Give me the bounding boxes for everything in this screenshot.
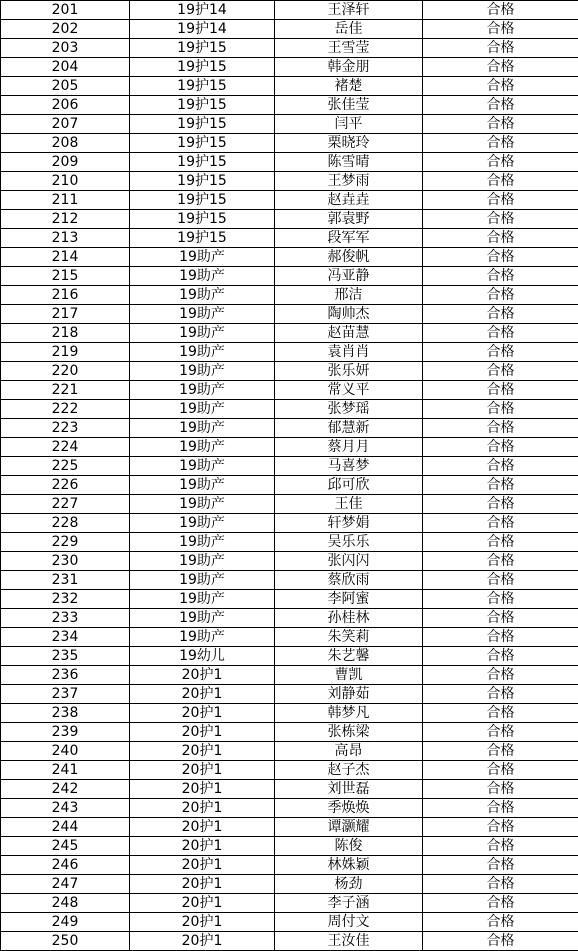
class-cell: 20护1 [130,894,275,913]
result-cell: 合格 [423,761,578,780]
result-cell: 合格 [423,913,578,932]
student-name-cell: 李阿蜜 [275,590,423,609]
result-cell: 合格 [423,609,578,628]
table-row [1,514,578,533]
table-row [1,286,578,305]
table-row [1,229,578,248]
student-name-cell: 蔡欣雨 [275,571,423,590]
result-cell: 合格 [423,438,578,457]
row-number-cell: 239 [1,723,130,742]
result-cell: 合格 [423,780,578,799]
student-name-cell: 陈俊 [275,837,423,856]
class-cell: 19助产 [130,343,275,362]
class-cell: 19助产 [130,305,275,324]
class-cell: 19助产 [130,286,275,305]
row-number-cell: 244 [1,818,130,837]
table-row [1,381,578,400]
result-cell: 合格 [423,39,578,58]
student-name-cell: 周付文 [275,913,423,932]
result-cell: 合格 [423,58,578,77]
result-cell: 合格 [423,134,578,153]
class-cell: 19护15 [130,191,275,210]
row-number-cell: 214 [1,248,130,267]
table-row [1,913,578,932]
student-name-cell: 林姝颖 [275,856,423,875]
row-number-cell: 235 [1,647,130,666]
result-cell: 合格 [423,818,578,837]
table-row [1,780,578,799]
result-cell: 合格 [423,324,578,343]
student-name-cell: 郁慧新 [275,419,423,438]
table-row [1,476,578,495]
result-cell: 合格 [423,1,578,20]
result-cell: 合格 [423,362,578,381]
row-number-cell: 240 [1,742,130,761]
table-row [1,761,578,780]
class-cell: 19助产 [130,400,275,419]
table-row [1,77,578,96]
student-name-cell: 季焕焕 [275,799,423,818]
student-name-cell: 陈雪晴 [275,153,423,172]
result-cell: 合格 [423,96,578,115]
student-name-cell: 谭灏耀 [275,818,423,837]
student-name-cell: 吴乐乐 [275,533,423,552]
table-row [1,799,578,818]
result-cell: 合格 [423,20,578,39]
class-cell: 19助产 [130,514,275,533]
result-cell: 合格 [423,856,578,875]
class-cell: 20护1 [130,799,275,818]
table-row [1,20,578,39]
class-cell: 19助产 [130,552,275,571]
student-name-cell: 张乐妍 [275,362,423,381]
class-cell: 19助产 [130,248,275,267]
table-row [1,400,578,419]
student-name-cell: 张栋梁 [275,723,423,742]
class-cell: 19助产 [130,590,275,609]
table-row [1,134,578,153]
table-row [1,248,578,267]
table-row [1,609,578,628]
class-cell: 19助产 [130,438,275,457]
row-number-cell: 243 [1,799,130,818]
student-name-cell: 张闪闪 [275,552,423,571]
table-row [1,837,578,856]
student-name-cell: 栗晓玲 [275,134,423,153]
class-cell: 19护14 [130,1,275,20]
class-cell: 19助产 [130,533,275,552]
student-name-cell: 朱笑莉 [275,628,423,647]
row-number-cell: 238 [1,704,130,723]
result-cell: 合格 [423,229,578,248]
student-name-cell: 高昂 [275,742,423,761]
table-row [1,704,578,723]
table-row [1,324,578,343]
result-cell: 合格 [423,628,578,647]
class-cell: 19助产 [130,457,275,476]
row-number-cell: 203 [1,39,130,58]
row-number-cell: 245 [1,837,130,856]
student-name-cell: 王梦雨 [275,172,423,191]
result-cell: 合格 [423,400,578,419]
student-name-cell: 赵垚垚 [275,191,423,210]
result-cell: 合格 [423,305,578,324]
result-cell: 合格 [423,343,578,362]
class-cell: 20护1 [130,780,275,799]
class-cell: 19护15 [130,172,275,191]
class-cell: 19护15 [130,229,275,248]
table-row [1,552,578,571]
table-row [1,172,578,191]
class-cell: 20护1 [130,742,275,761]
class-cell: 19护15 [130,77,275,96]
table-row [1,1,578,20]
row-number-cell: 227 [1,495,130,514]
result-cell: 合格 [423,742,578,761]
result-cell: 合格 [423,153,578,172]
result-cell: 合格 [423,533,578,552]
result-cell: 合格 [423,495,578,514]
table-row [1,495,578,514]
student-name-cell: 曹凯 [275,666,423,685]
result-cell: 合格 [423,115,578,134]
table-row [1,685,578,704]
student-name-cell: 韩金朋 [275,58,423,77]
result-cell: 合格 [423,476,578,495]
row-number-cell: 212 [1,210,130,229]
row-number-cell: 233 [1,609,130,628]
class-cell: 19助产 [130,609,275,628]
row-number-cell: 217 [1,305,130,324]
student-name-cell: 刘世磊 [275,780,423,799]
student-name-cell: 邢洁 [275,286,423,305]
student-name-cell: 李子涵 [275,894,423,913]
table-row [1,267,578,286]
table-row [1,457,578,476]
class-cell: 20护1 [130,666,275,685]
class-cell: 20护1 [130,685,275,704]
class-cell: 20护1 [130,875,275,894]
table-row [1,742,578,761]
student-name-cell: 朱艺馨 [275,647,423,666]
result-cell: 合格 [423,552,578,571]
student-name-cell: 王泽轩 [275,1,423,20]
row-number-cell: 247 [1,875,130,894]
result-cell: 合格 [423,685,578,704]
table-row [1,96,578,115]
row-number-cell: 231 [1,571,130,590]
class-cell: 19护15 [130,58,275,77]
row-number-cell: 222 [1,400,130,419]
class-cell: 19助产 [130,571,275,590]
student-name-cell: 马喜梦 [275,457,423,476]
student-name-cell: 袁肖肖 [275,343,423,362]
class-cell: 19护15 [130,39,275,58]
row-number-cell: 209 [1,153,130,172]
class-cell: 19助产 [130,324,275,343]
row-number-cell: 207 [1,115,130,134]
student-name-cell: 岳佳 [275,20,423,39]
result-cell: 合格 [423,932,578,951]
table-row [1,628,578,647]
student-name-cell: 郝俊帆 [275,248,423,267]
row-number-cell: 242 [1,780,130,799]
row-number-cell: 236 [1,666,130,685]
row-number-cell: 216 [1,286,130,305]
result-cell: 合格 [423,267,578,286]
student-name-cell: 蔡月月 [275,438,423,457]
student-name-cell: 郭袁野 [275,210,423,229]
result-cell: 合格 [423,647,578,666]
student-name-cell: 张梦瑶 [275,400,423,419]
table-row [1,305,578,324]
table-row [1,362,578,381]
result-cell: 合格 [423,837,578,856]
result-cell: 合格 [423,191,578,210]
student-name-cell: 邱可欣 [275,476,423,495]
class-cell: 20护1 [130,723,275,742]
result-cell: 合格 [423,77,578,96]
class-cell: 19护14 [130,20,275,39]
student-name-cell: 陶帅杰 [275,305,423,324]
table-row [1,723,578,742]
table-row [1,571,578,590]
result-cell: 合格 [423,799,578,818]
table-row [1,875,578,894]
class-cell: 19助产 [130,628,275,647]
student-name-cell: 王汝佳 [275,932,423,951]
row-number-cell: 220 [1,362,130,381]
row-number-cell: 219 [1,343,130,362]
row-number-cell: 234 [1,628,130,647]
table-row [1,153,578,172]
student-name-cell: 张佳莹 [275,96,423,115]
class-cell: 19幼儿 [130,647,275,666]
row-number-cell: 237 [1,685,130,704]
class-cell: 20护1 [130,818,275,837]
row-number-cell: 225 [1,457,130,476]
result-cell: 合格 [423,704,578,723]
row-number-cell: 228 [1,514,130,533]
class-cell: 20护1 [130,856,275,875]
result-cell: 合格 [423,666,578,685]
result-cell: 合格 [423,457,578,476]
table-row [1,856,578,875]
row-number-cell: 218 [1,324,130,343]
student-name-cell: 孙桂林 [275,609,423,628]
class-cell: 20护1 [130,913,275,932]
row-number-cell: 206 [1,96,130,115]
class-cell: 20护1 [130,837,275,856]
table-body [1,1,578,951]
row-number-cell: 241 [1,761,130,780]
student-name-cell: 赵子杰 [275,761,423,780]
student-name-cell: 褚楚 [275,77,423,96]
class-cell: 19助产 [130,419,275,438]
class-cell: 19助产 [130,362,275,381]
student-name-cell: 王佳 [275,495,423,514]
class-cell: 19护15 [130,134,275,153]
class-cell: 20护1 [130,704,275,723]
row-number-cell: 215 [1,267,130,286]
result-cell: 合格 [423,172,578,191]
class-cell: 19助产 [130,381,275,400]
row-number-cell: 213 [1,229,130,248]
class-cell: 20护1 [130,761,275,780]
table-row [1,438,578,457]
student-name-cell: 段军军 [275,229,423,248]
table-row [1,115,578,134]
row-number-cell: 201 [1,1,130,20]
student-name-cell: 刘静茹 [275,685,423,704]
class-cell: 20护1 [130,932,275,951]
class-cell: 19护15 [130,96,275,115]
result-cell: 合格 [423,571,578,590]
result-cell: 合格 [423,723,578,742]
row-number-cell: 210 [1,172,130,191]
table-row [1,343,578,362]
student-name-cell: 闫平 [275,115,423,134]
row-number-cell: 211 [1,191,130,210]
table-row [1,647,578,666]
class-cell: 19护15 [130,210,275,229]
row-number-cell: 224 [1,438,130,457]
table-row [1,419,578,438]
table-row [1,666,578,685]
table-row [1,39,578,58]
student-name-cell: 韩梦凡 [275,704,423,723]
row-number-cell: 202 [1,20,130,39]
student-name-cell: 杨劲 [275,875,423,894]
result-cell: 合格 [423,248,578,267]
result-cell: 合格 [423,419,578,438]
row-number-cell: 221 [1,381,130,400]
table-row [1,894,578,913]
class-cell: 19护15 [130,153,275,172]
class-cell: 19助产 [130,476,275,495]
table-row [1,818,578,837]
row-number-cell: 246 [1,856,130,875]
result-cell: 合格 [423,894,578,913]
row-number-cell: 249 [1,913,130,932]
result-cell: 合格 [423,381,578,400]
table-row [1,58,578,77]
result-cell: 合格 [423,210,578,229]
student-name-cell: 冯亚静 [275,267,423,286]
student-name-cell: 常义平 [275,381,423,400]
class-cell: 19助产 [130,495,275,514]
row-number-cell: 205 [1,77,130,96]
row-number-cell: 226 [1,476,130,495]
result-cell: 合格 [423,514,578,533]
row-number-cell: 230 [1,552,130,571]
student-name-cell: 赵苗慧 [275,324,423,343]
row-number-cell: 223 [1,419,130,438]
table-row [1,533,578,552]
row-number-cell: 229 [1,533,130,552]
result-cell: 合格 [423,875,578,894]
row-number-cell: 248 [1,894,130,913]
row-number-cell: 204 [1,58,130,77]
row-number-cell: 232 [1,590,130,609]
class-cell: 19护15 [130,115,275,134]
class-cell: 19助产 [130,267,275,286]
row-number-cell: 208 [1,134,130,153]
table-row [1,590,578,609]
table-row [1,191,578,210]
student-name-cell: 王雪莹 [275,39,423,58]
row-number-cell: 250 [1,932,130,951]
student-name-cell: 轩梦娟 [275,514,423,533]
result-cell: 合格 [423,590,578,609]
table-row [1,932,578,951]
table-row [1,210,578,229]
result-cell: 合格 [423,286,578,305]
